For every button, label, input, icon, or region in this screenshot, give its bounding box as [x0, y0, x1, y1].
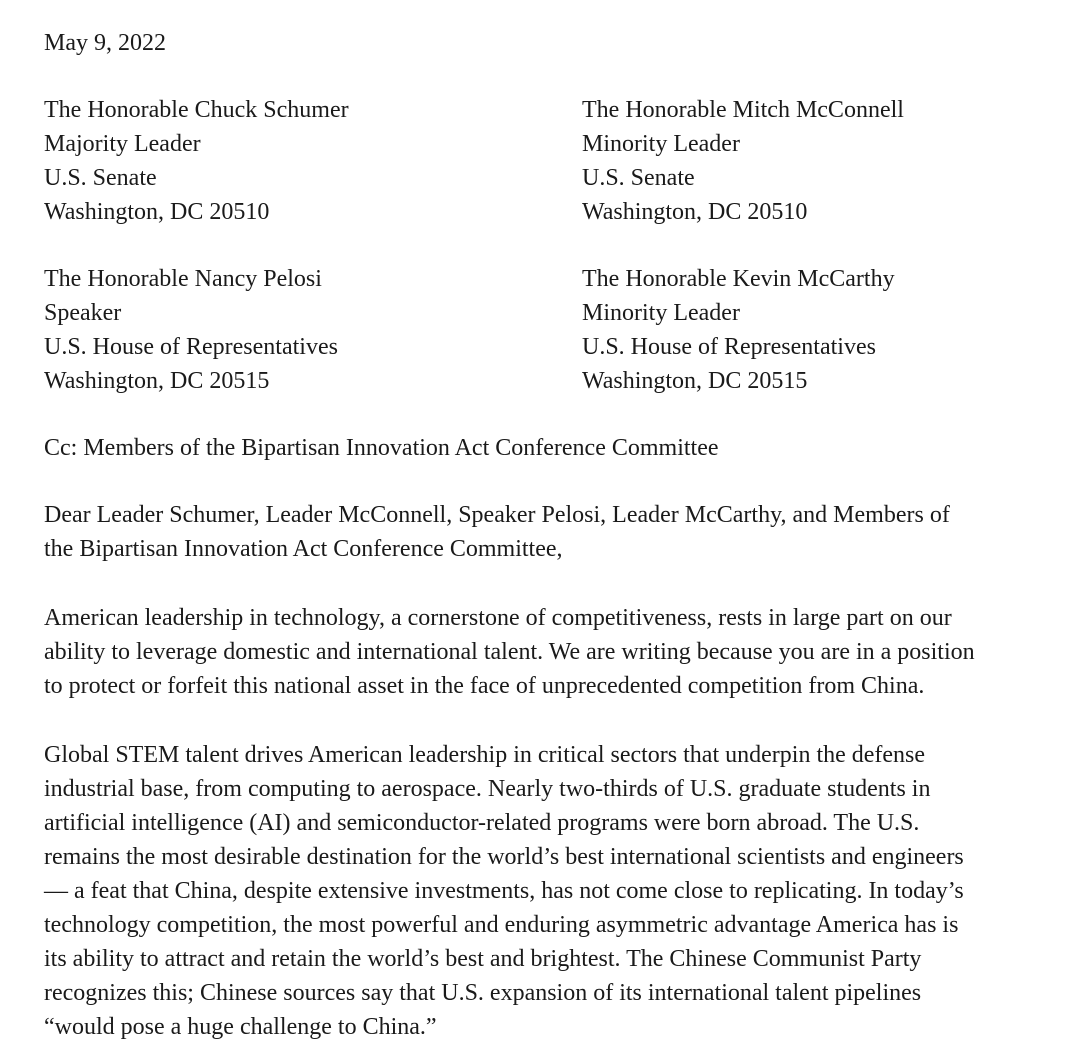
- salutation-line: Dear Leader Schumer, Leader McConnell, Speaker Pelosi, Leader McCarthy, and Members of: [44, 502, 950, 528]
- paragraph-line: ability to leverage domestic and international talent. We are writing because you are in a position: [44, 639, 975, 665]
- paragraph-line: American leadership in technology, a cornerstone of competitiveness, rests in large part on our: [44, 605, 952, 631]
- recipient-title: Majority Leader: [44, 131, 201, 157]
- letter-page: [44, 26, 1054, 1044]
- address-row-senate: [44, 93, 1054, 229]
- paragraph-line: industrial base, from computing to aerospace. Nearly two-thirds of U.S. graduate students in: [44, 776, 931, 802]
- letter-date: May 9, 2022: [44, 30, 166, 56]
- paragraph-line: — a feat that China, despite extensive investments, has not come close to replicating. In today’s: [44, 878, 964, 904]
- recipient-name: The Honorable Mitch McConnell: [582, 97, 904, 123]
- salutation-line: the Bipartisan Innovation Act Conference Committee,: [44, 536, 563, 562]
- recipient-title: Speaker: [44, 300, 122, 326]
- recipient-body: U.S. Senate: [582, 165, 695, 191]
- recipient-block-mcconnell: [582, 93, 1042, 229]
- address-row-house: [44, 262, 1054, 398]
- paragraph-stem-talent: [44, 738, 1054, 1044]
- recipient-address: Washington, DC 20515: [582, 368, 808, 394]
- recipient-body: U.S. House of Representatives: [582, 334, 876, 360]
- recipient-block-schumer: [44, 93, 582, 229]
- recipient-block-pelosi: [44, 262, 582, 398]
- paragraph-line: Global STEM talent drives American leadership in critical sectors that underpin the defense: [44, 742, 926, 768]
- recipient-title: Minority Leader: [582, 300, 740, 326]
- recipient-body: U.S. House of Representatives: [44, 334, 338, 360]
- paragraph-line: its ability to attract and retain the world’s best and brightest. The Chinese Communist Party: [44, 946, 922, 972]
- salutation: [44, 498, 1054, 566]
- recipient-block-mccarthy: [582, 262, 1042, 398]
- paragraph-line: to protect or forfeit this national asset in the face of unprecedented competition from China.: [44, 673, 925, 699]
- recipient-name: The Honorable Nancy Pelosi: [44, 266, 322, 292]
- recipient-name: The Honorable Chuck Schumer: [44, 97, 349, 123]
- recipient-address: Washington, DC 20515: [44, 368, 270, 394]
- paragraph-line: artificial intelligence (AI) and semiconductor-related programs were born abroad. The U.S.: [44, 810, 920, 836]
- cc-line: Cc: Members of the Bipartisan Innovation Act Conference Committee: [44, 435, 719, 461]
- recipient-address: Washington, DC 20510: [44, 199, 270, 225]
- recipient-title: Minority Leader: [582, 131, 740, 157]
- paragraph-leadership: [44, 601, 1054, 703]
- paragraph-line: technology competition, the most powerful and enduring asymmetric advantage America has is: [44, 912, 959, 938]
- recipient-body: U.S. Senate: [44, 165, 157, 191]
- paragraph-line: remains the most desirable destination for the world’s best international scientists and engineers: [44, 844, 964, 870]
- recipient-name: The Honorable Kevin McCarthy: [582, 266, 895, 292]
- paragraph-line: recognizes this; Chinese sources say that U.S. expansion of its international talent pipelines: [44, 980, 922, 1006]
- paragraph-line: “would pose a huge challenge to China.”: [44, 1014, 437, 1040]
- recipient-address: Washington, DC 20510: [582, 199, 808, 225]
